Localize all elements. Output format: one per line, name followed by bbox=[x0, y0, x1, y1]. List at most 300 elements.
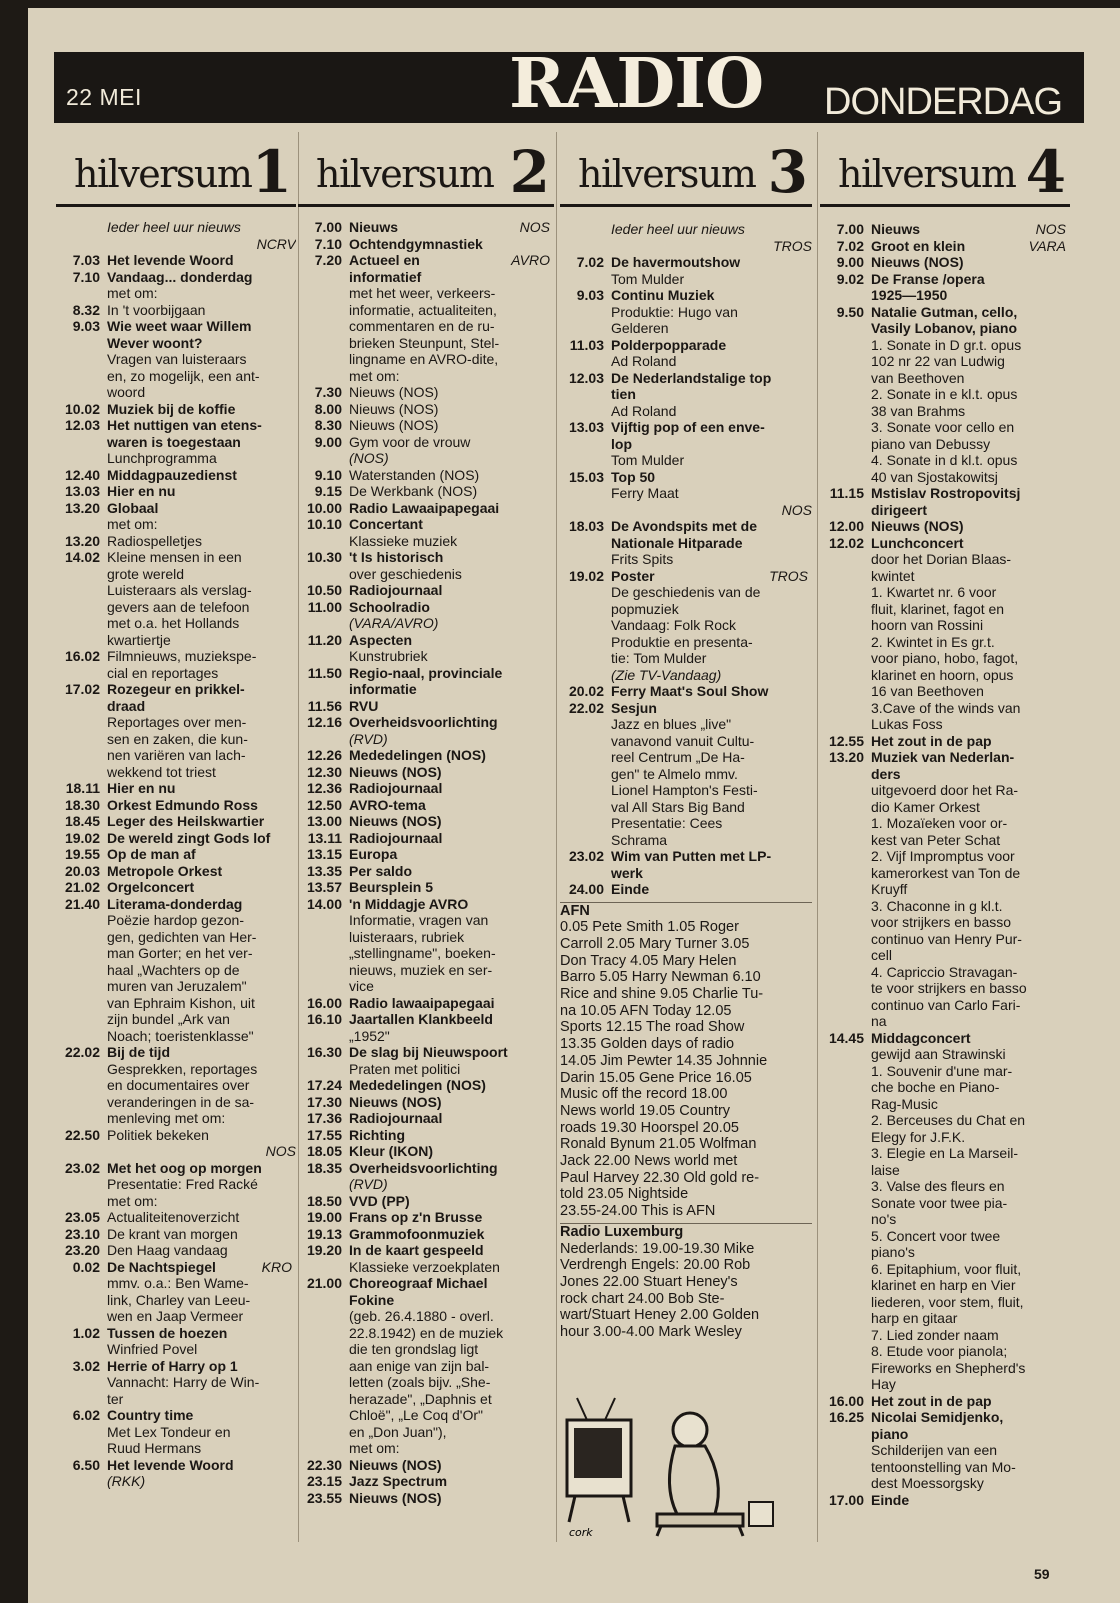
program-text: De krant van morgen bbox=[107, 1225, 238, 1242]
time: 9.00 bbox=[314, 433, 342, 450]
schedule-line bbox=[820, 799, 1070, 816]
schedule-line bbox=[820, 1294, 1070, 1311]
schedule-line bbox=[298, 1226, 554, 1243]
program-text: Poster bbox=[611, 567, 655, 584]
time bbox=[820, 320, 871, 337]
program-text: Middagpauzedienst bbox=[107, 466, 237, 483]
broadcaster: TROS bbox=[769, 567, 808, 584]
program-text: sen en zaken, die kun- bbox=[107, 730, 248, 747]
program-text: vice bbox=[349, 978, 374, 994]
time bbox=[820, 716, 871, 733]
schedule-line bbox=[298, 1457, 554, 1474]
program-text: VVD (PP) bbox=[349, 1192, 410, 1209]
program-text: Het zout in de pap bbox=[871, 732, 992, 749]
schedule-line bbox=[820, 733, 1070, 750]
program-text: Hier en nu bbox=[107, 780, 176, 796]
schedule-line bbox=[820, 551, 1070, 568]
time bbox=[56, 714, 107, 731]
program-text: en documentaires over bbox=[107, 1077, 250, 1093]
time: 10.50 bbox=[306, 582, 342, 598]
schedule-line bbox=[820, 1079, 1070, 1096]
schedule-line bbox=[298, 335, 554, 352]
time bbox=[820, 980, 871, 997]
schedule-line bbox=[298, 450, 554, 467]
schedule-line bbox=[56, 1094, 296, 1111]
schedule-line bbox=[298, 1061, 554, 1078]
schedule-line bbox=[820, 782, 1070, 799]
chair bbox=[657, 1514, 743, 1526]
program-text: „1952" bbox=[349, 1027, 390, 1044]
schedule-line bbox=[298, 731, 554, 748]
program-text: Wim van Putten met LP- bbox=[611, 848, 772, 864]
header-day: DONDERDAG bbox=[824, 81, 1063, 123]
schedule-line bbox=[820, 1376, 1070, 1393]
program-text: Lukas Foss bbox=[871, 716, 943, 732]
program-text: kamerorkest van Ton de bbox=[871, 864, 1021, 881]
broadcaster: AVRO bbox=[511, 252, 550, 268]
schedule bbox=[820, 221, 1070, 1508]
schedule bbox=[298, 219, 554, 1506]
time bbox=[560, 799, 611, 816]
program-text: Het levende Woord bbox=[107, 1456, 234, 1473]
time: 13.57 bbox=[306, 879, 342, 895]
time bbox=[820, 1195, 871, 1212]
time: 11.20 bbox=[307, 631, 342, 648]
time bbox=[298, 450, 349, 467]
program-text: „stellingname", boeken- bbox=[349, 945, 496, 961]
time bbox=[820, 551, 871, 568]
schedule-line bbox=[560, 254, 812, 271]
broadcaster: VARA bbox=[1028, 237, 1066, 254]
program-text: nieuws, muziek en ser- bbox=[349, 961, 493, 978]
program-text: grote wereld bbox=[107, 565, 185, 582]
schedule-line bbox=[298, 995, 554, 1012]
time bbox=[56, 698, 107, 715]
schedule-line bbox=[560, 617, 812, 634]
schedule-line bbox=[820, 419, 1070, 436]
program-text: Mededelingen (NOS) bbox=[349, 1077, 486, 1093]
schedule-line bbox=[560, 815, 812, 832]
schedule-line bbox=[56, 483, 296, 500]
schedule-line bbox=[560, 469, 812, 486]
program-text: liederen, voor stem, fluit, bbox=[871, 1293, 1024, 1310]
time: 13.00 bbox=[306, 813, 342, 829]
program-text: TROS bbox=[773, 237, 812, 254]
afn-line: 23.55-24.00 This is AFN bbox=[560, 1203, 716, 1220]
schedule-line bbox=[560, 716, 812, 733]
program-text: van Ephraim Kishon, uit bbox=[107, 994, 255, 1011]
program-text: Metropole Orkest bbox=[107, 862, 223, 879]
time bbox=[56, 1193, 107, 1210]
time: 16.02 bbox=[64, 648, 100, 664]
program-text: klarinet en harp en Vier bbox=[871, 1277, 1016, 1293]
schedule-line bbox=[820, 617, 1070, 634]
time: 13.35 bbox=[306, 862, 342, 879]
schedule-line bbox=[820, 353, 1070, 370]
program-text: menleving met om: bbox=[107, 1110, 226, 1126]
schedule-line bbox=[298, 219, 554, 236]
program-text: Noach; toeristenklasse" bbox=[107, 1027, 254, 1044]
program-text: Vragen van luisteraars bbox=[107, 351, 247, 367]
program-text: De Franse /opera bbox=[871, 270, 985, 287]
time bbox=[560, 535, 611, 552]
schedule-line bbox=[56, 846, 296, 863]
time bbox=[298, 1259, 349, 1276]
program-text: Lunchconcert bbox=[871, 534, 964, 551]
time bbox=[560, 353, 611, 370]
program-text: voor strijkers en basso bbox=[871, 914, 1012, 930]
time bbox=[820, 1294, 871, 1311]
program-text: 't Is historisch bbox=[349, 549, 444, 565]
station-name: hilversum bbox=[578, 152, 756, 196]
program-text: De Avondspits met de bbox=[611, 518, 757, 534]
time bbox=[820, 683, 871, 700]
afn-line: Sports 12.15 The road Show bbox=[560, 1019, 745, 1036]
program-text: Reportages over men- bbox=[107, 714, 247, 730]
time: 7.03 bbox=[72, 252, 100, 268]
time bbox=[820, 469, 871, 486]
time bbox=[560, 485, 611, 502]
tv-leg bbox=[623, 1496, 629, 1522]
program-text: Jazz en blues „live" bbox=[611, 716, 732, 732]
schedule-line bbox=[820, 749, 1070, 766]
time: 12.03 bbox=[64, 417, 100, 433]
program-text: Kleine mensen in een bbox=[107, 549, 242, 565]
program-text: Vijftig pop of een enve- bbox=[611, 419, 765, 435]
program-text: Choreograaf Michael bbox=[349, 1275, 488, 1291]
program-text: Tom Mulder bbox=[611, 452, 685, 468]
time: 22.02 bbox=[64, 1044, 100, 1060]
time bbox=[298, 285, 349, 302]
program-text: brieken Steunpunt, Stel- bbox=[349, 334, 500, 351]
schedule-line bbox=[56, 1061, 296, 1078]
program-text: 2. Kwintet in Es gr.t. bbox=[871, 633, 995, 650]
program-text: Schoolradio bbox=[349, 598, 430, 615]
program-text: Kleur (IKON) bbox=[349, 1143, 433, 1159]
program-text: te voor strijkers en basso bbox=[871, 980, 1027, 996]
time bbox=[820, 782, 871, 799]
time bbox=[820, 1129, 871, 1146]
schedule-line bbox=[298, 599, 554, 616]
time bbox=[820, 1277, 871, 1294]
program-text: Klassieke muziek bbox=[349, 532, 458, 549]
time: 6.02 bbox=[72, 1407, 100, 1423]
time: 7.00 bbox=[314, 219, 342, 235]
time bbox=[820, 799, 871, 816]
time bbox=[56, 912, 107, 929]
time: 13.15 bbox=[306, 846, 342, 862]
time bbox=[560, 386, 611, 403]
time bbox=[560, 716, 611, 733]
schedule-line bbox=[56, 731, 296, 748]
time bbox=[820, 601, 871, 618]
program-text: Tom Mulder bbox=[611, 270, 685, 287]
program-text: Mededelingen (NOS) bbox=[349, 747, 486, 763]
schedule-line bbox=[560, 304, 812, 321]
time bbox=[298, 962, 349, 979]
schedule-line bbox=[56, 648, 296, 665]
schedule-line bbox=[298, 1341, 554, 1358]
program-text: In 't voorbijgaan bbox=[107, 301, 206, 318]
schedule-line bbox=[298, 797, 554, 814]
time bbox=[560, 815, 611, 832]
luxemburg-block bbox=[560, 1223, 812, 1341]
time bbox=[820, 1178, 871, 1195]
program-text: en „Don Juan"), bbox=[349, 1423, 447, 1440]
page-number: 59 bbox=[1034, 1566, 1050, 1582]
time: 10.02 bbox=[64, 400, 100, 417]
schedule-line bbox=[56, 219, 296, 236]
time: 23.10 bbox=[64, 1225, 100, 1242]
schedule-line bbox=[560, 601, 812, 618]
schedule-line bbox=[820, 997, 1070, 1014]
program-text: Nieuws (NOS) bbox=[349, 763, 442, 780]
program-text: Wie weet waar Willem bbox=[107, 318, 252, 334]
time bbox=[560, 221, 611, 238]
time bbox=[56, 665, 107, 682]
program-text: gen" te Almelo mmv. bbox=[611, 765, 738, 782]
schedule-line bbox=[820, 1360, 1070, 1377]
program-text: Radio lawaaipapegaai bbox=[349, 994, 495, 1011]
time: 16.30 bbox=[306, 1044, 342, 1060]
program-text: 40 van Sjostakowitsj bbox=[871, 468, 998, 485]
time: 18.45 bbox=[64, 813, 100, 829]
program-text: Ruud Hermans bbox=[107, 1440, 202, 1456]
program-text: hoorn van Rossini bbox=[871, 617, 984, 633]
program-text: informatief bbox=[349, 268, 422, 285]
schedule-line bbox=[560, 502, 812, 519]
schedule-line bbox=[56, 1358, 296, 1375]
program-text: over geschiedenis bbox=[349, 565, 462, 582]
program-text: werk bbox=[611, 864, 643, 881]
time: 19.13 bbox=[306, 1225, 342, 1242]
schedule-line bbox=[820, 1096, 1070, 1113]
schedule-line bbox=[298, 1473, 554, 1490]
time bbox=[56, 1341, 107, 1358]
program-text: De Nederlandstalige top bbox=[611, 369, 772, 386]
schedule-line bbox=[820, 947, 1070, 964]
schedule-line bbox=[820, 1327, 1070, 1344]
time bbox=[820, 634, 871, 651]
time bbox=[298, 615, 349, 632]
program-text: Grammofoonmuziek bbox=[349, 1225, 485, 1242]
program-text: Rag-Music bbox=[871, 1095, 938, 1112]
time: 13.03 bbox=[568, 419, 604, 435]
schedule-line bbox=[56, 665, 296, 682]
time bbox=[560, 766, 611, 783]
schedule-line bbox=[56, 467, 296, 484]
schedule-line bbox=[56, 1044, 296, 1061]
program-text: haal „Wachters op de bbox=[107, 961, 240, 978]
time bbox=[298, 945, 349, 962]
program-text: Mstislav Rostropovitsj bbox=[871, 485, 1021, 501]
schedule-line bbox=[298, 1143, 554, 1160]
time bbox=[56, 1473, 107, 1490]
program-text: Ieder heel uur nieuws bbox=[107, 219, 241, 235]
schedule-line bbox=[820, 518, 1070, 535]
program-text: Nationale Hitparade bbox=[611, 534, 743, 551]
schedule-line bbox=[56, 599, 296, 616]
schedule-line bbox=[56, 1341, 296, 1358]
station-heading bbox=[560, 140, 812, 207]
program-text: 6. Epitaphium, voor fluit, bbox=[871, 1260, 1022, 1277]
schedule-line bbox=[820, 1409, 1070, 1426]
time: 19.02 bbox=[568, 567, 604, 584]
time: 17.00 bbox=[828, 1491, 864, 1508]
schedule-line bbox=[820, 1393, 1070, 1410]
program-text: Wever woont? bbox=[107, 334, 203, 351]
schedule-line bbox=[560, 337, 812, 354]
program-text: 4. Capriccio Stravagan- bbox=[871, 963, 1018, 980]
schedule-line bbox=[56, 1110, 296, 1127]
schedule-line bbox=[298, 1028, 554, 1045]
time bbox=[560, 832, 611, 849]
time: 17.30 bbox=[306, 1093, 342, 1110]
program-text: Jaartallen Klankbeeld bbox=[349, 1011, 493, 1027]
schedule-line bbox=[298, 896, 554, 913]
program-text: Polderpopparade bbox=[611, 336, 727, 353]
time bbox=[560, 749, 611, 766]
program-text: Europa bbox=[349, 846, 398, 862]
schedule-line bbox=[298, 665, 554, 682]
program-text: Radiojournaal bbox=[349, 582, 443, 598]
program-text: Herrie of Harry op 1 bbox=[107, 1357, 238, 1374]
program-text: Groot en klein bbox=[871, 237, 966, 254]
schedule-line bbox=[56, 1077, 296, 1094]
schedule-line bbox=[56, 1457, 296, 1474]
schedule-line bbox=[298, 1094, 554, 1111]
time: 17.24 bbox=[306, 1077, 342, 1093]
program-text: Rozegeur en prikkel- bbox=[107, 681, 245, 697]
schedule-line bbox=[56, 764, 296, 781]
program-text: Schrama bbox=[611, 831, 668, 848]
man-body bbox=[669, 1446, 718, 1514]
program-text: Einde bbox=[611, 881, 650, 897]
program-text: kwintet bbox=[871, 567, 915, 584]
time: 18.50 bbox=[306, 1192, 342, 1209]
tv-screen bbox=[574, 1428, 622, 1478]
schedule-line bbox=[56, 1424, 296, 1441]
time: 14.02 bbox=[64, 549, 100, 565]
time bbox=[560, 601, 611, 618]
program-text: Op de man af bbox=[107, 846, 196, 862]
program-text: kwartiertje bbox=[107, 631, 171, 648]
schedule-line bbox=[298, 434, 554, 451]
time bbox=[56, 615, 107, 632]
time: 12.16 bbox=[306, 714, 342, 730]
schedule-line bbox=[298, 714, 554, 731]
program-text: val All Stars Big Band bbox=[611, 798, 745, 815]
program-text: Ferry Maat's Soul Show bbox=[611, 683, 769, 699]
time: 10.10 bbox=[306, 516, 342, 532]
schedule-line bbox=[298, 615, 554, 632]
schedule-line bbox=[56, 236, 296, 253]
schedule-line bbox=[820, 1228, 1070, 1245]
antenna bbox=[605, 1398, 615, 1420]
time bbox=[820, 337, 871, 354]
time bbox=[56, 368, 107, 385]
schedule-line bbox=[298, 566, 554, 583]
program-text: Einde bbox=[871, 1491, 910, 1508]
schedule-line bbox=[560, 832, 812, 849]
time: 24.00 bbox=[568, 881, 604, 897]
schedule-line bbox=[298, 1044, 554, 1061]
time: 18.30 bbox=[64, 796, 100, 813]
schedule-line bbox=[820, 403, 1070, 420]
schedule-line bbox=[56, 1391, 296, 1408]
time: 14.00 bbox=[306, 895, 342, 912]
time: 18.11 bbox=[65, 780, 100, 796]
time: 13.03 bbox=[64, 483, 100, 499]
side-table bbox=[749, 1502, 773, 1526]
program-text: Ad Roland bbox=[611, 353, 677, 369]
time bbox=[820, 287, 871, 304]
time: 10.30 bbox=[306, 549, 342, 565]
schedule-line bbox=[56, 302, 296, 319]
program-text: Continu Muziek bbox=[611, 287, 715, 303]
program-text: gewijd aan Strawinski bbox=[871, 1046, 1006, 1062]
program-text: woord bbox=[107, 384, 146, 400]
time bbox=[820, 452, 871, 469]
schedule-line bbox=[56, 516, 296, 533]
time bbox=[56, 1176, 107, 1193]
program-text: Klassieke verzoekplaten bbox=[349, 1258, 500, 1275]
program-text: Sonate voor twee pia- bbox=[871, 1194, 1008, 1211]
time bbox=[298, 368, 349, 385]
program-text: 3. Chaconne in g kl.t. bbox=[871, 897, 1003, 914]
program-text: Vannacht: Harry de Win- bbox=[107, 1374, 260, 1390]
time bbox=[560, 271, 611, 288]
schedule-line bbox=[560, 848, 812, 865]
time bbox=[820, 1475, 871, 1492]
program-text: Waterstanden (NOS) bbox=[349, 466, 480, 483]
schedule-line bbox=[560, 353, 812, 370]
schedule-line bbox=[820, 931, 1070, 948]
schedule bbox=[56, 219, 296, 1490]
time bbox=[298, 1325, 349, 1342]
time: 13.20 bbox=[828, 749, 864, 765]
time bbox=[820, 1327, 871, 1344]
schedule-line bbox=[560, 485, 812, 502]
schedule-line bbox=[56, 335, 296, 352]
time: 12.50 bbox=[306, 796, 342, 813]
time: 7.00 bbox=[836, 221, 864, 237]
time: 21.40 bbox=[64, 895, 100, 912]
time: 19.20 bbox=[306, 1242, 342, 1258]
schedule-line bbox=[298, 912, 554, 929]
schedule-line bbox=[56, 549, 296, 566]
schedule-line bbox=[298, 582, 554, 599]
time: 12.26 bbox=[306, 747, 342, 763]
program-text: van Beethoven bbox=[871, 369, 965, 386]
time: 19.00 bbox=[306, 1209, 342, 1225]
time bbox=[56, 731, 107, 748]
program-text: 1. Kwartet nr. 6 voor bbox=[871, 584, 997, 600]
time bbox=[820, 832, 871, 849]
program-text: Middagconcert bbox=[871, 1029, 971, 1046]
station-heading bbox=[820, 140, 1070, 207]
program-text: Lunchprogramma bbox=[107, 450, 217, 466]
schedule-line bbox=[820, 254, 1070, 271]
program-text: Gesprekken, reportages bbox=[107, 1060, 258, 1077]
schedule-line bbox=[820, 1492, 1070, 1509]
time bbox=[298, 1391, 349, 1408]
time bbox=[820, 617, 871, 634]
program-text: Presentatie: Cees bbox=[611, 815, 723, 831]
schedule-line bbox=[56, 945, 296, 962]
schedule-line bbox=[298, 1292, 554, 1309]
schedule-line bbox=[560, 683, 812, 700]
